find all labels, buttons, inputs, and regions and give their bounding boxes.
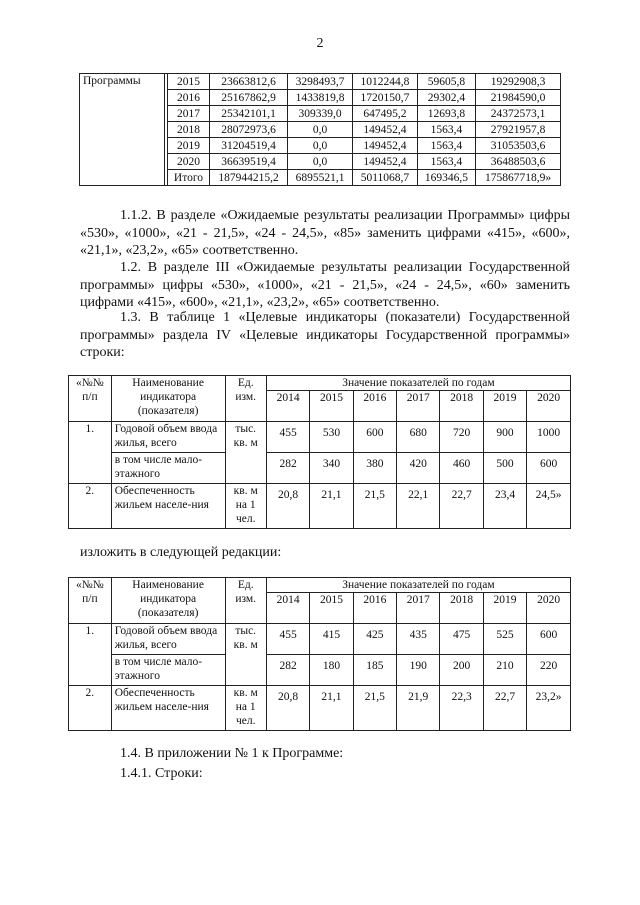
amount-cell: 12693,8: [417, 106, 475, 122]
amount-cell: 1433819,8: [288, 90, 353, 106]
amount-cell: 309339,0: [288, 106, 353, 122]
indicator-unit: тыс. кв. м: [225, 422, 266, 484]
amount-cell: 0,0: [288, 154, 353, 170]
value-cell: 600: [527, 624, 571, 655]
value-cell: 24,5»: [527, 484, 571, 529]
table-row: [69, 484, 571, 529]
indicator-unit: тыс. кв. м: [225, 624, 266, 686]
amount-cell: 187944215,2: [209, 170, 287, 186]
financing-table: [79, 73, 561, 186]
indicator-name: Обеспеченность жильем населе-ния: [111, 686, 225, 731]
year-header: 2018: [440, 593, 483, 624]
amount-cell: 23663812,6: [209, 74, 287, 90]
value-cell: 185: [353, 655, 396, 686]
value-cell: 900: [483, 422, 526, 453]
value-cell: 500: [483, 453, 526, 484]
indicator-name: в том числе мало-этажного: [111, 655, 225, 686]
value-cell: 21,5: [353, 484, 396, 529]
value-cell: 425: [353, 624, 396, 655]
indicators-table-old: [68, 375, 571, 529]
indicator-name: Обеспеченность жильем населе-ния: [111, 484, 225, 529]
amount-cell: 1563,4: [417, 122, 475, 138]
amount-cell: 0,0: [288, 122, 353, 138]
value-cell: 22,3: [440, 686, 483, 731]
row-number: 1.: [69, 422, 112, 484]
col-num-header: «№№ п/п: [69, 376, 112, 422]
value-cell: 22,1: [397, 484, 440, 529]
amount-cell: 0,0: [288, 138, 353, 154]
indicator-unit: кв. м на 1 чел.: [225, 484, 266, 529]
row-number: 2.: [69, 686, 112, 731]
year-header: 2019: [483, 391, 526, 422]
col-num-header: «№№ п/п: [69, 578, 112, 624]
value-cell: 525: [483, 624, 526, 655]
year-cell: 2016: [168, 90, 210, 106]
value-cell: 210: [483, 655, 526, 686]
amount-cell: 28072973,6: [209, 122, 287, 138]
col-name-header: Наименование индикатора (показателя): [111, 578, 225, 624]
value-cell: 220: [527, 655, 571, 686]
year-header: 2020: [527, 391, 571, 422]
year-header: 2015: [310, 593, 353, 624]
paragraph-edition: изложить в следующей редакции:: [80, 545, 282, 560]
year-cell: 2017: [168, 106, 210, 122]
values-title: Значение показателей по годам: [266, 376, 570, 391]
amount-cell: 25342101,1: [209, 106, 287, 122]
year-header: 2014: [266, 593, 309, 624]
amount-cell: 29302,4: [417, 90, 475, 106]
value-cell: 435: [397, 624, 440, 655]
program-label: Программы: [80, 74, 165, 186]
amount-cell: 1563,4: [417, 154, 475, 170]
value-cell: 180: [310, 655, 353, 686]
table-row: [69, 453, 571, 484]
amount-cell: 1720150,7: [353, 90, 418, 106]
amount-cell: 149452,4: [353, 122, 418, 138]
year-cell: Итого: [168, 170, 210, 186]
value-cell: 190: [397, 655, 440, 686]
indicator-name: в том числе мало-этажного: [111, 453, 225, 484]
value-cell: 21,1: [310, 686, 353, 731]
value-cell: 21,5: [353, 686, 396, 731]
value-cell: 420: [397, 453, 440, 484]
value-cell: 21,1: [310, 484, 353, 529]
row-number: 1.: [69, 624, 112, 686]
amount-cell: 1563,4: [417, 138, 475, 154]
paragraph-1-1-2: 1.1.2. В разделе «Ожидаемые результаты реализации Программы» цифры «530», «1000», «21 - 21,5», «24 - 24,5», «85» заменить цифрами «415», «600», «21,1», «23,2», «65» соответственно.: [80, 208, 570, 258]
value-cell: 22,7: [440, 484, 483, 529]
value-cell: 475: [440, 624, 483, 655]
indicator-name: Годовой объем ввода жилья, всего: [111, 422, 225, 453]
value-cell: 1000: [527, 422, 571, 453]
col-unit-header: Ед. изм.: [225, 578, 266, 624]
value-cell: 455: [266, 422, 309, 453]
amount-cell: 36488503,6: [476, 154, 561, 170]
value-cell: 415: [310, 624, 353, 655]
paragraph-1-2: 1.2. В разделе III «Ожидаемые результаты реализации Государственной программы» цифры «530», «1000», «21 - 21,5», «24 - 24,5», «60» заменить цифрами «415», «600», «21,1», «23,2», «65» соответственно.: [80, 260, 570, 310]
indicators-table-new: [68, 577, 571, 731]
paragraph-1-3: 1.3. В таблице 1 «Целевые индикаторы (показатели) Государственной программы» раздела IV «Целевые индикаторы Государственной программы» строки:: [80, 310, 570, 360]
value-cell: 600: [353, 422, 396, 453]
amount-cell: 3298493,7: [288, 74, 353, 90]
year-header: 2020: [527, 593, 571, 624]
year-cell: 2018: [168, 122, 210, 138]
paragraph-1-4: 1.4. В приложении № 1 к Программе:: [120, 746, 344, 761]
year-header: 2017: [397, 593, 440, 624]
value-cell: 380: [353, 453, 396, 484]
value-cell: 22,7: [483, 686, 526, 731]
amount-cell: 31053503,6: [476, 138, 561, 154]
amount-cell: 21984590,0: [476, 90, 561, 106]
amount-cell: 25167862,9: [209, 90, 287, 106]
value-cell: 720: [440, 422, 483, 453]
value-cell: 282: [266, 655, 309, 686]
year-header: 2019: [483, 593, 526, 624]
year-cell: 2015: [168, 74, 210, 90]
value-cell: 20,8: [266, 484, 309, 529]
col-unit-header: Ед. изм.: [225, 376, 266, 422]
year-header: 2014: [266, 391, 309, 422]
value-cell: 282: [266, 453, 309, 484]
year-header: 2016: [353, 391, 396, 422]
amount-cell: 24372573,1: [476, 106, 561, 122]
indicator-name: Годовой объем ввода жилья, всего: [111, 624, 225, 655]
page-number: 2: [316, 36, 324, 51]
value-cell: 23,4: [483, 484, 526, 529]
table-row: [69, 655, 571, 686]
amount-cell: 36639519,4: [209, 154, 287, 170]
value-cell: 23,2»: [527, 686, 571, 731]
amount-cell: 175867718,9»: [476, 170, 561, 186]
year-header: 2016: [353, 593, 396, 624]
col-name-header: Наименование индикатора (показателя): [111, 376, 225, 422]
amount-cell: 149452,4: [353, 154, 418, 170]
values-title: Значение показателей по годам: [266, 578, 570, 593]
value-cell: 600: [527, 453, 571, 484]
table-row: [80, 74, 561, 90]
amount-cell: 31204519,4: [209, 138, 287, 154]
year-header: 2018: [440, 391, 483, 422]
year-cell: 2019: [168, 138, 210, 154]
value-cell: 455: [266, 624, 309, 655]
value-cell: 460: [440, 453, 483, 484]
amount-cell: 169346,5: [417, 170, 475, 186]
amount-cell: 1012244,8: [353, 74, 418, 90]
amount-cell: 27921957,8: [476, 122, 561, 138]
amount-cell: 59605,8: [417, 74, 475, 90]
value-cell: 21,9: [397, 686, 440, 731]
amount-cell: 6895521,1: [288, 170, 353, 186]
year-header: 2017: [397, 391, 440, 422]
value-cell: 200: [440, 655, 483, 686]
value-cell: 680: [397, 422, 440, 453]
year-cell: 2020: [168, 154, 210, 170]
amount-cell: 149452,4: [353, 138, 418, 154]
paragraph-1-4-1: 1.4.1. Строки:: [120, 766, 203, 781]
table-row: [69, 422, 571, 453]
row-number: 2.: [69, 484, 112, 529]
year-header: 2015: [310, 391, 353, 422]
indicator-unit: кв. м на 1 чел.: [225, 686, 266, 731]
table-row: [69, 624, 571, 655]
value-cell: 340: [310, 453, 353, 484]
value-cell: 530: [310, 422, 353, 453]
amount-cell: 5011068,7: [353, 170, 418, 186]
amount-cell: 19292908,3: [476, 74, 561, 90]
amount-cell: 647495,2: [353, 106, 418, 122]
value-cell: 20,8: [266, 686, 309, 731]
table-row: [69, 686, 571, 731]
